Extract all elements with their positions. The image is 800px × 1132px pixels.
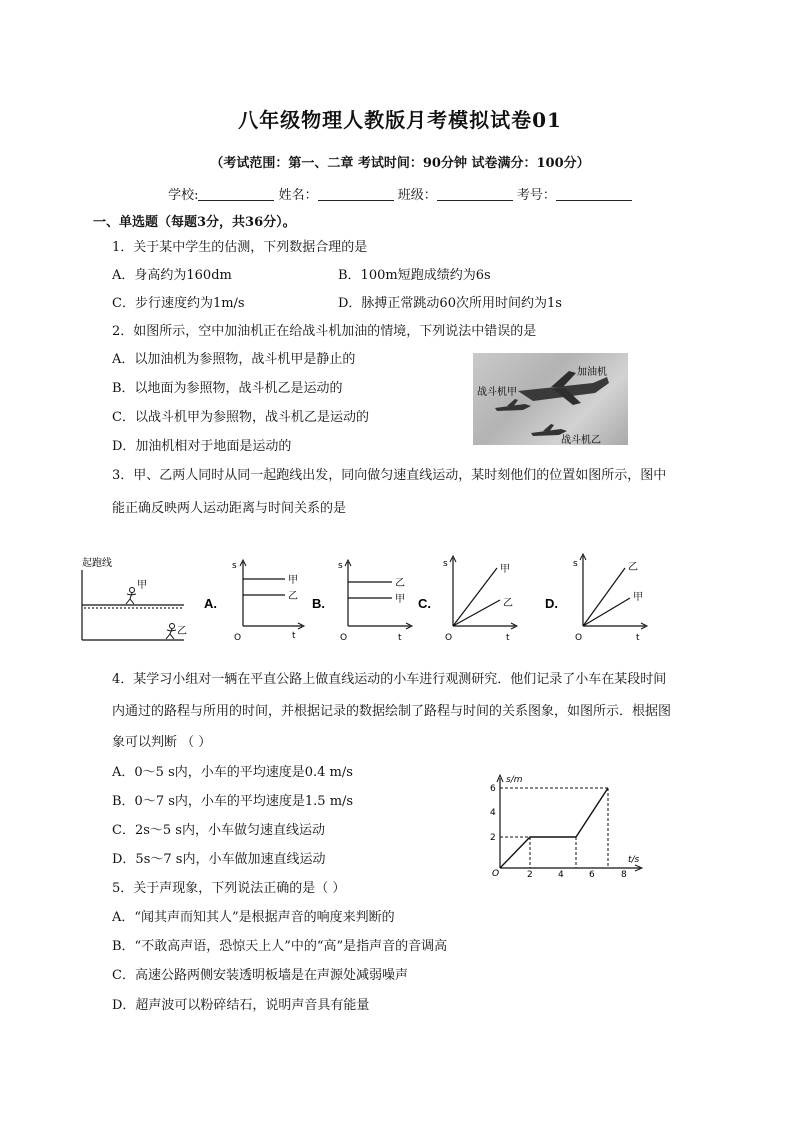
q5-option-b: B．“不敢高声语，恐惊天上人”中的“高”是指声音的音调高 (112, 939, 448, 954)
q3-graph-c (443, 556, 517, 643)
q3-option-d-letter: D. (545, 596, 558, 611)
graph-c-origin: O (445, 633, 453, 643)
q2-option-a: A．以加油机为参照物，战斗机甲是静止的 (112, 352, 356, 367)
st-xtick-6: 6 (589, 870, 595, 878)
graph-d-s: s (573, 559, 578, 569)
q2-option-d: D．加油机相对于地面是运动的 (112, 439, 292, 454)
st-ytick-6: 6 (490, 784, 496, 794)
graph-a-origin: O (234, 633, 242, 643)
aircraft-illustration (473, 353, 628, 445)
q4-st-graph (480, 770, 645, 878)
section-heading: 一、单选题（每题3分，共36分）。 (93, 215, 296, 230)
q4-option-b: B．0～7 s内，小车的平均速度是1.5 m/s (112, 794, 354, 809)
graph-a-jia: 甲 (288, 575, 298, 586)
q1-option-c: C．步行速度约为1m/s (112, 296, 245, 311)
q4-option-a: A．0～5 s内，小车的平均速度是0.4 m/s (112, 765, 353, 780)
st-ylabel: s/m (506, 775, 523, 785)
graph-d-origin: O (575, 633, 583, 643)
school-blank[interactable] (198, 188, 274, 201)
q3-graph-b (338, 560, 412, 643)
runner-jia-label: 甲 (137, 580, 147, 591)
tanker-label: 加油机 (577, 367, 607, 378)
graph-a-t: t (292, 631, 296, 641)
st-ytick-2: 2 (490, 833, 496, 843)
q5-option-c: C．高速公路两侧安装透明板墙是在声源处减弱噪声 (112, 968, 408, 983)
st-xlabel: t/s (628, 855, 640, 865)
q1-option-a: A．身高约为160dm (112, 268, 232, 283)
q3-figures (80, 548, 730, 648)
st-xtick-8: 8 (621, 870, 627, 878)
refueling-photo (473, 353, 628, 445)
student-info-line (0, 184, 800, 203)
start-line-label: 起跑线 (82, 558, 112, 569)
graph-b-yi: 乙 (395, 578, 405, 589)
q3-option-a-letter: A. (204, 596, 217, 611)
graph-b-origin: O (340, 633, 348, 643)
number-blank[interactable] (556, 188, 632, 201)
class-blank[interactable] (437, 188, 513, 201)
class-label: 班级： (397, 188, 437, 203)
jet-b-label: 战斗机乙 (561, 435, 601, 445)
graph-d-jia: 甲 (633, 592, 643, 603)
st-ytick-4: 4 (490, 808, 496, 818)
jet-a-label: 战斗机甲 (477, 387, 517, 398)
q3-option-b-letter: B. (312, 596, 325, 611)
graph-d-yi: 乙 (628, 562, 638, 573)
q4-stem-line1: 4．某学习小组对一辆在平直公路上做直线运动的小车进行观测研究．他们记录了小车在某段时间 (112, 672, 667, 687)
q1-option-b: B．100m短跑成绩约为6s (338, 268, 491, 283)
graph-c-s: s (443, 559, 448, 569)
st-origin: O (492, 869, 500, 878)
graph-a-yi: 乙 (288, 591, 298, 602)
q3-stem-line1: 3．甲、乙两人同时从同一起跑线出发，同向做匀速直线运动，某时刻他们的位置如图所示，图中 (112, 468, 667, 483)
st-xtick-4: 4 (558, 870, 564, 878)
st-data-line (500, 788, 608, 868)
number-label: 考号： (516, 188, 556, 203)
graph-c-yi: 乙 (503, 598, 513, 609)
runner-yi-label: 乙 (177, 626, 187, 637)
graph-b-s: s (338, 561, 343, 571)
q4-stem-line3: 象可以判断 （ ） (112, 735, 212, 750)
q5-stem: 5．关于声现象，下列说法正确的是（ ） (112, 881, 346, 896)
school-label: 学校: (168, 188, 199, 203)
q3-option-c-letter: C. (418, 596, 431, 611)
q4-option-c: C．2s～5 s内，小车做匀速直线运动 (112, 823, 325, 838)
q3-graph-a (232, 560, 304, 643)
q3-stem-line2: 能正确反映两人运动距离与时间关系的是 (112, 501, 347, 516)
q2-option-c: C．以战斗机甲为参照物，战斗机乙是运动的 (112, 410, 369, 425)
graph-a-s: s (232, 561, 237, 571)
st-xtick-2: 2 (527, 870, 533, 878)
q2-stem: 2．如图所示，空中加油机正在给战斗机加油的情境，下列说法中错误的是 (112, 324, 537, 339)
exam-subtitle: （考试范围：第一、二章 考试时间：90分钟 试卷满分：100分） (210, 156, 590, 171)
graph-c-t: t (506, 633, 510, 643)
graph-c-jia: 甲 (500, 564, 510, 575)
graph-b-jia: 甲 (395, 594, 405, 605)
q3-graph-d (573, 554, 647, 643)
q1-option-d: D．脉搏正常跳动60次所用时间约为1s (338, 296, 562, 311)
q4-option-d: D．5s～7 s内，小车做加速直线运动 (112, 852, 326, 867)
q4-stem-line2: 内通过的路程与所用的时间，并根据记录的数据绘制了路程与时间的关系图象，如图所示．根据图 (112, 704, 672, 719)
q2-option-b: B．以地面为参照物，战斗机乙是运动的 (112, 381, 343, 396)
q5-option-d: D．超声波可以粉碎结石，说明声音具有能量 (112, 998, 370, 1013)
q5-option-a: A．“闻其声而知其人”是根据声音的响度来判断的 (112, 910, 395, 925)
page-title: 八年级物理人教版月考模拟试卷01 (238, 108, 562, 132)
name-blank[interactable] (318, 188, 394, 201)
graph-b-t: t (398, 633, 402, 643)
graph-d-t: t (636, 633, 640, 643)
running-track (82, 556, 187, 640)
q1-stem: 1．关于某中学生的估测，下列数据合理的是 (112, 240, 368, 255)
name-label: 姓名： (278, 188, 318, 203)
